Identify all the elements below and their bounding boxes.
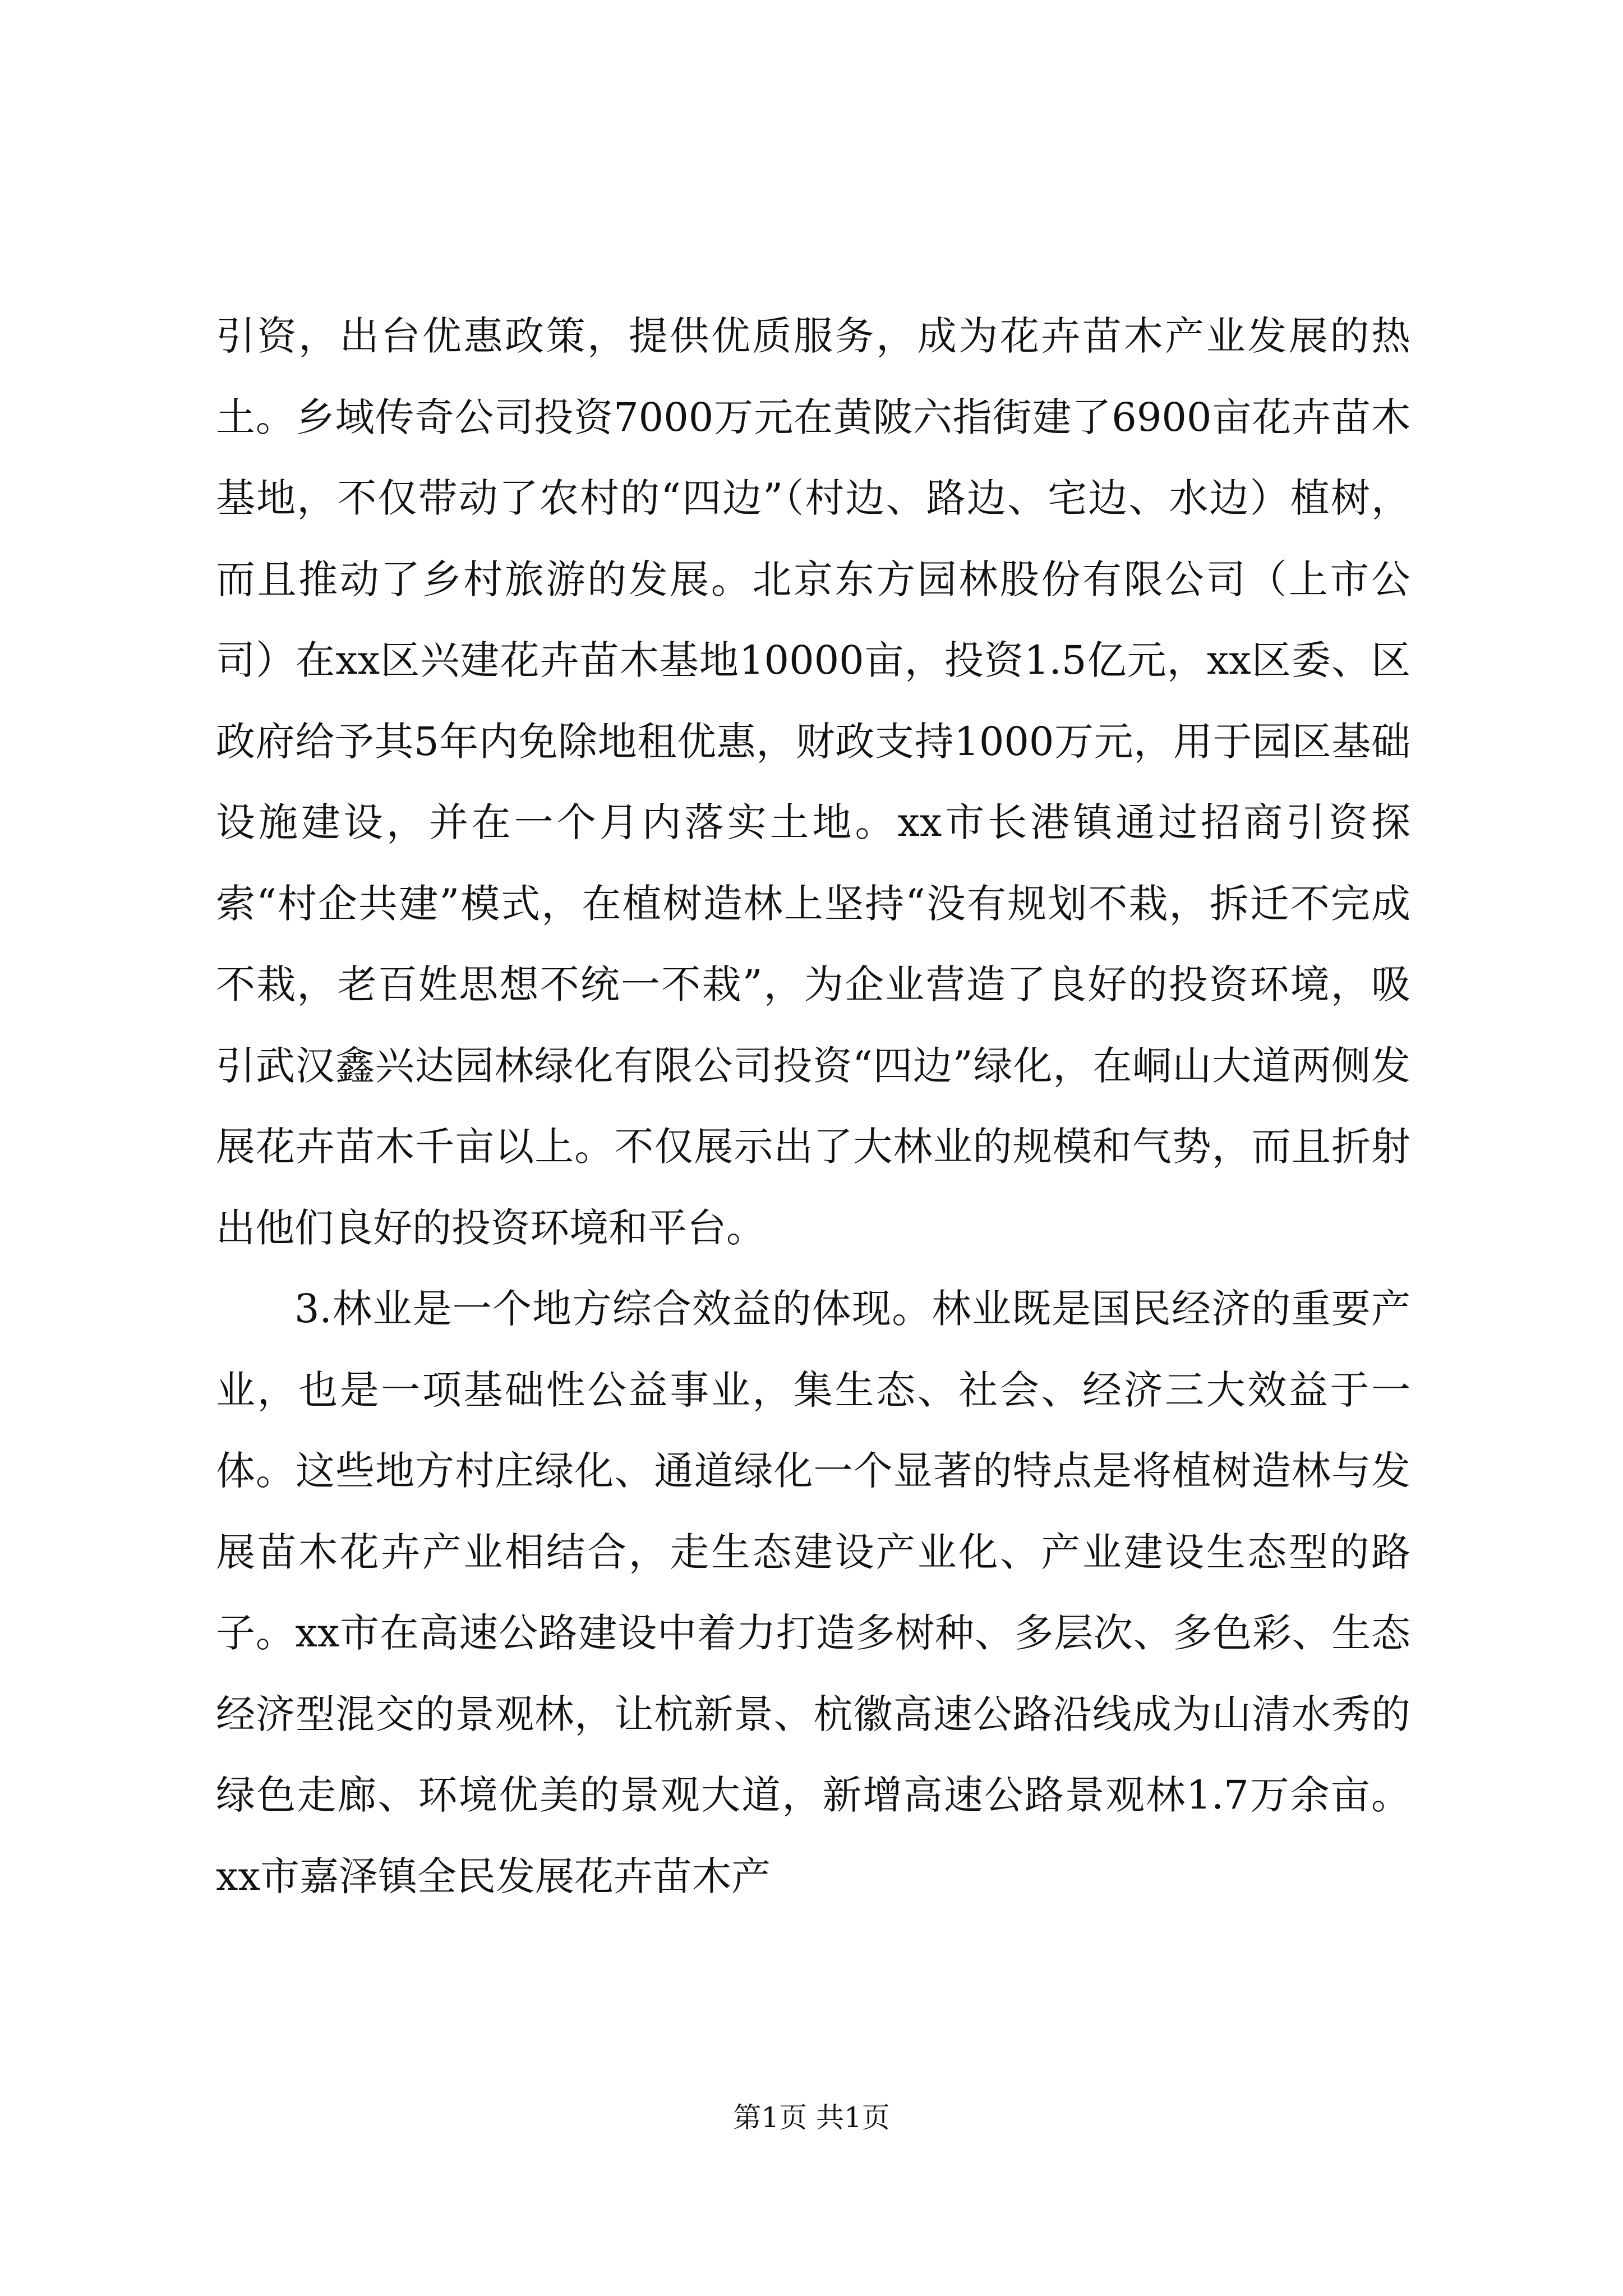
paragraph-investment: 引资，出台优惠政策，提供优质服务，成为花卉苗木产业发展的热土。乡域传奇公司投资7000万元在黄陂六指街建了6900亩花卉苗木基地，不仅带动了农村的“四边”（村边、路边、宅边、水边）植树，而且推动了乡村旅游的发展。北京东方园林股份有限公司（上市公司）在xx区兴建花卉苗木基地10000亩，投资1.5亿元，xx区委、区政府给予其5年内免除地租优惠，财政支持1000万元，用于园区基础设施建设，并在一个月内落实土地。xx市长港镇通过招商引资探索“村企共建”模式，在植树造林上坚持“没有规划不栽，拆迁不完成不栽，老百姓思想不统一不栽”，为企业营造了良好的投资环境，吸引武汉鑫兴达园林绿化有限公司投资“四边”绿化，在峒山大道两侧发展花卉苗木千亩以上。不仅展示出了大林业的规模和气势，而且折射出他们良好的投资环境和平台。 [216,313,1410,1251]
document-body [216,296,1410,1917]
page-footer: 第1页 共1页 [733,2101,890,2134]
paragraph-forestry-benefits: 3.林业是一个地方综合效益的体现。林业既是国民经济的重要产业，也是一项基础性公益事业，集生态、社会、经济三大效益于一体。这些地方村庄绿化、通道绿化一个显著的特点是将植树造林与发展苗木花卉产业相结合，走生态建设产业化、产业建设生态型的路子。xx市在高速公路建设中着力打造多树种、多层次、多色彩、生态经济型混交的景观林，让杭新景、杭徽高速公路沿线成为山清水秀的绿色走廊、环境优美的景观大道，新增高速公路景观林1.7万余亩。xx市嘉泽镇全民发展花卉苗木产 [216,1286,1411,1899]
